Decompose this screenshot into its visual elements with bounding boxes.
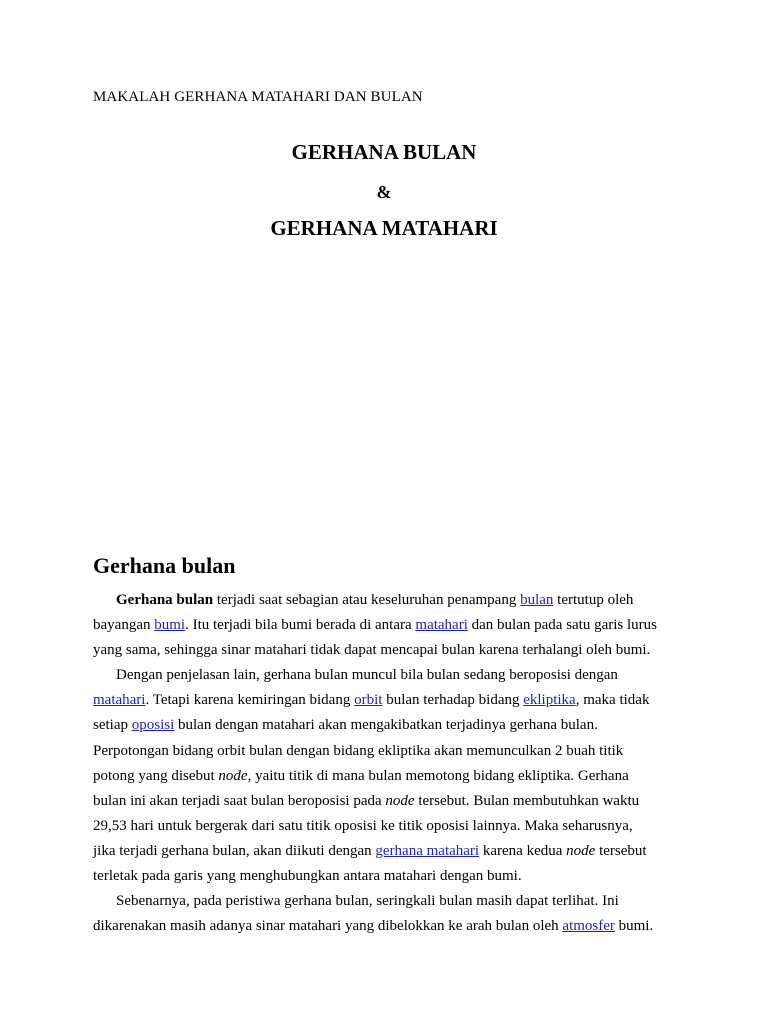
text-span: potong yang disebut [93, 767, 219, 784]
text-span: tersebut [595, 842, 647, 859]
link-gerhana-matahari[interactable]: gerhana matahari [375, 842, 480, 859]
document-header: MAKALAH GERHANA MATAHARI DAN BULAN [93, 89, 423, 105]
text-span: dikarenakan masih adanya sinar matahari yang dibelokkan ke arah bulan oleh [93, 918, 563, 935]
paragraph-2-line-5 [93, 764, 693, 789]
text-span: bayangan [93, 617, 155, 634]
paragraph-2-line-9: terletak pada garis yang menghubungkan antara matahari dengan bumi. [93, 868, 522, 885]
text-span: dan bulan pada satu garis lurus [467, 617, 658, 634]
text-span: terjadi saat sebagian atau keseluruhan penampang [213, 592, 521, 608]
title-ampersand: & [376, 182, 392, 202]
link-matahari-2[interactable]: matahari [93, 692, 146, 709]
text-span: bumi. [614, 918, 654, 935]
text-span: setiap [93, 717, 132, 734]
link-bulan[interactable]: bulan [520, 592, 554, 608]
paragraph-1-line-3: yang sama, sehingga sinar matahari tidak dapat mencapai bulan karena terhalangi oleh bumi. [93, 642, 651, 659]
term-node: node [566, 842, 596, 859]
link-ekliptika[interactable]: ekliptika [523, 692, 576, 709]
text-span: . Tetapi karena kemiringan bidang [145, 692, 355, 709]
text-span: jika terjadi gerhana bulan, akan diikuti dengan [93, 842, 376, 859]
title-gerhana-bulan: GERHANA BULAN [291, 140, 477, 164]
term-node: node [385, 792, 415, 809]
text-span: , maka tidak [575, 692, 650, 709]
paragraph-2-line-4: Perpotongan bidang orbit bulan dengan bidang ekliptika akan memunculkan 2 buah titik [93, 742, 624, 759]
paragraph-2-line-8 [93, 839, 693, 864]
text-span: tertutup oleh [553, 592, 634, 608]
title-gerhana-matahari: GERHANA MATAHARI [270, 216, 498, 240]
paragraph-3-line-1: Sebenarnya, pada peristiwa gerhana bulan, seringkali bulan masih dapat terlihat. Ini [116, 893, 619, 910]
link-oposisi[interactable]: oposisi [131, 717, 175, 734]
paragraph-2-line-7: 29,53 hari untuk bergerak dari satu titik oposisi ke titik oposisi lainnya. Maka seharusnya, [93, 817, 633, 834]
term-gerhana-bulan: Gerhana bulan [116, 592, 214, 608]
paragraph-1-line-1 [93, 588, 693, 613]
text-span: . Itu terjadi bila bumi berada di antara [185, 617, 416, 634]
paragraph-2-line-2 [93, 688, 693, 713]
term-node: node [218, 767, 248, 784]
text-span: , yaitu titik di mana bulan memotong bidang ekliptika. Gerhana [247, 767, 629, 784]
text-span: bulan dengan matahari akan mengakibatkan terjadinya gerhana bulan. [174, 717, 598, 734]
body-text [93, 588, 693, 939]
link-orbit[interactable]: orbit [354, 692, 383, 709]
paragraph-2-line-1: Dengan penjelasan lain, gerhana bulan muncul bila bulan sedang beroposisi dengan [116, 667, 618, 684]
link-atmosfer[interactable]: atmosfer [562, 918, 615, 935]
paragraph-2-line-6 [93, 789, 693, 814]
section-heading: Gerhana bulan [93, 553, 236, 578]
link-bumi[interactable]: bumi [154, 617, 186, 634]
text-span: tersebut. Bulan membutuhkan waktu [414, 792, 640, 809]
text-span: bulan terhadap bidang [382, 692, 524, 709]
paragraph-2-line-3 [93, 713, 693, 738]
paragraph-1-line-2 [93, 613, 693, 638]
text-span: karena kedua [479, 842, 567, 859]
paragraph-3-line-2 [93, 914, 693, 939]
text-span: bulan ini akan terjadi saat bulan beroposisi pada [93, 792, 386, 809]
link-matahari[interactable]: matahari [415, 617, 468, 634]
